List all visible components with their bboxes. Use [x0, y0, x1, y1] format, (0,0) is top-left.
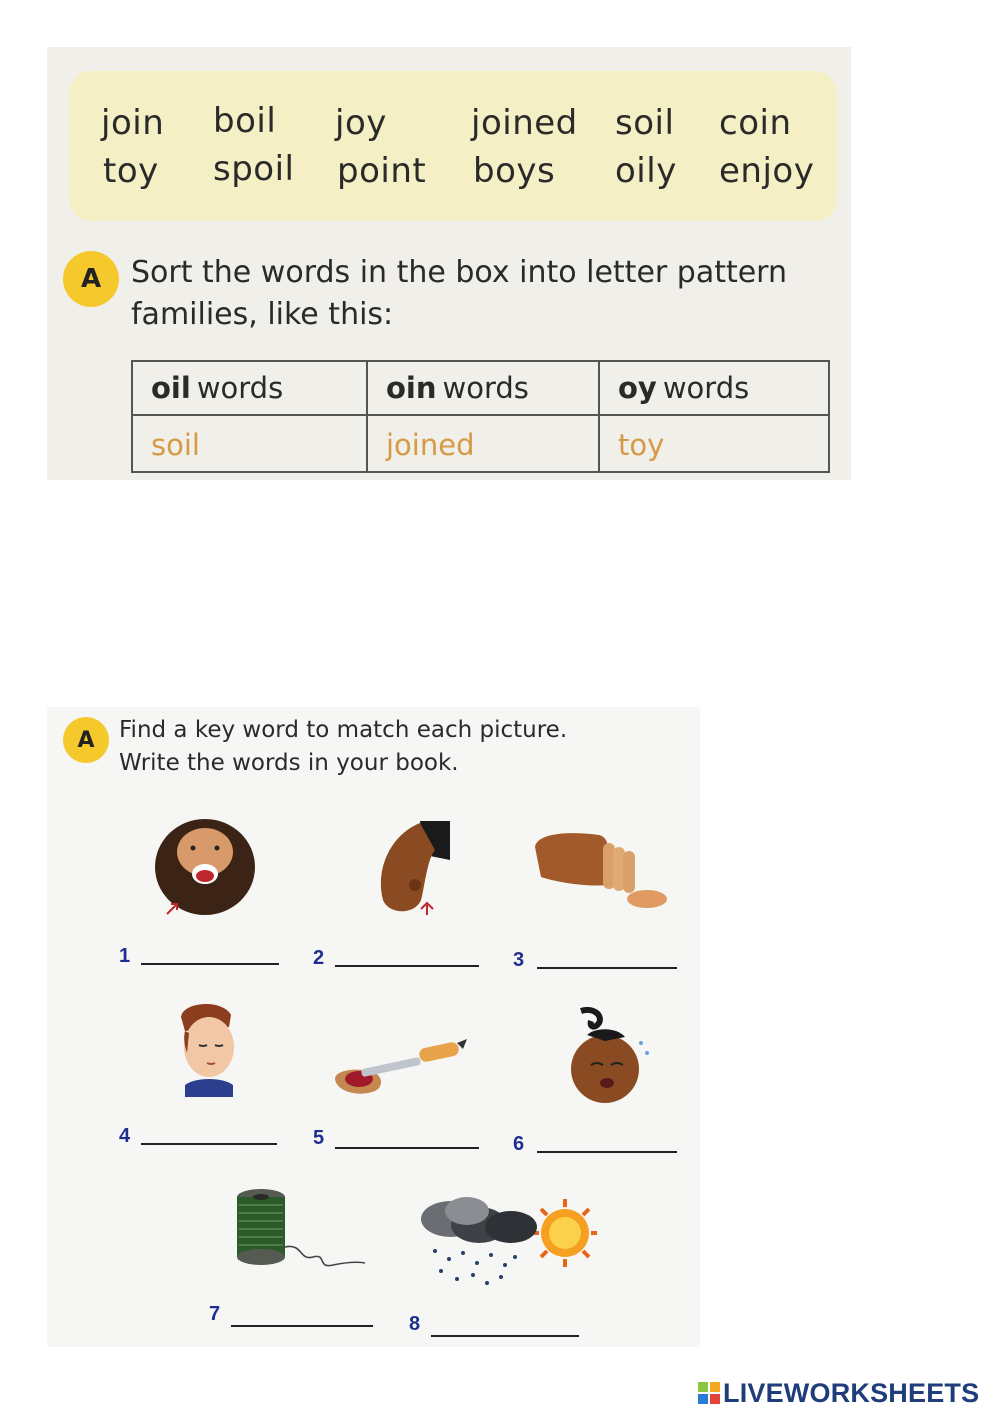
sort-exercise-panel [47, 47, 851, 480]
answer-line[interactable] [335, 1147, 479, 1149]
instruction-line: Sort the words in the box into letter pattern [131, 255, 788, 290]
word-box-word: oily [615, 151, 677, 191]
example-word-cell: joined [368, 416, 600, 473]
crying-baby-icon [559, 1007, 654, 1109]
bearded-face-chin-icon [147, 812, 267, 922]
pattern-label: oin [386, 371, 437, 405]
answer-line[interactable] [231, 1325, 373, 1327]
picture-match-panel [47, 707, 700, 1347]
thread-spool-icon [233, 1187, 373, 1279]
pattern-label: oy [618, 371, 657, 405]
word-box-word: coin [719, 103, 792, 143]
man-face-icon [167, 997, 247, 1097]
picture-number: 7 [209, 1303, 221, 1325]
instruction-line: families, like this: [131, 297, 394, 332]
word-box-word: soil [615, 103, 675, 143]
picture-number: 5 [313, 1127, 325, 1149]
knife-spreading-jam-icon [331, 1035, 471, 1105]
word-box-word: boys [473, 151, 556, 191]
table-header-cell [368, 362, 600, 416]
liveworksheets-mark-icon [698, 1382, 720, 1404]
bread-loaf-icon [529, 825, 674, 915]
example-word-cell: soil [133, 416, 368, 473]
exercise-badge: A [63, 717, 109, 763]
word-box-word: point [337, 151, 427, 191]
answer-line[interactable] [141, 963, 279, 965]
instruction-line: Write the words in your book. [119, 750, 459, 776]
picture-number: 3 [513, 949, 525, 971]
answer-line[interactable] [537, 1151, 677, 1153]
picture-number: 8 [409, 1313, 421, 1335]
example-word-cell: toy [618, 427, 665, 462]
chin-side-icon [365, 815, 455, 925]
picture-number: 1 [119, 945, 131, 967]
header-suffix: words [662, 371, 750, 405]
header-suffix: words [196, 371, 284, 405]
pattern-label: oil [151, 371, 191, 405]
table-header-cell [133, 362, 368, 416]
logo-text: LIVEWORKSHEETS [723, 1377, 980, 1408]
answer-line[interactable] [335, 965, 479, 967]
answer-line[interactable] [431, 1335, 579, 1337]
exercise-badge: A [63, 251, 119, 307]
word-box-word: boil [213, 101, 277, 141]
word-box-word: joy [335, 103, 387, 143]
instruction-line: Find a key word to match each picture. [119, 717, 568, 743]
word-box-word: join [101, 103, 165, 143]
word-box-word: enjoy [719, 151, 815, 191]
picture-number: 4 [119, 1125, 131, 1147]
picture-number: 2 [313, 947, 325, 969]
pattern-table [131, 360, 830, 473]
word-box-word: spoil [213, 149, 295, 189]
picture-number: 6 [513, 1133, 525, 1155]
word-box-word: toy [103, 151, 159, 191]
rain-cloud-sun-icon [415, 1193, 597, 1293]
word-box-word: joined [471, 103, 578, 143]
word-box [69, 71, 837, 221]
table-header-cell [600, 362, 828, 416]
answer-line[interactable] [537, 967, 677, 969]
liveworksheets-logo [698, 1378, 979, 1408]
header-suffix: words [442, 371, 529, 405]
answer-line[interactable] [141, 1143, 277, 1145]
